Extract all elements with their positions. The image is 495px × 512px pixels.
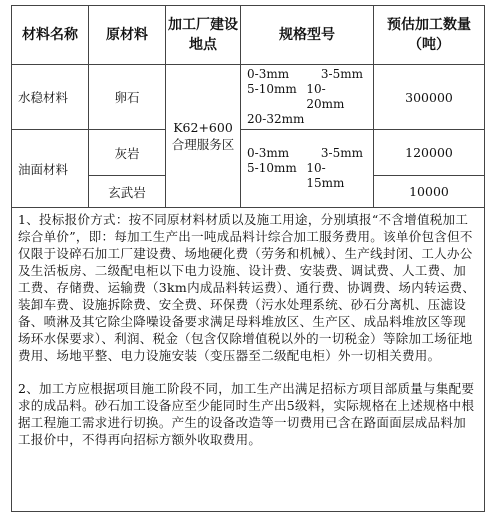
qty-cell: 300000 [374, 65, 485, 130]
qty-cell: 10000 [374, 176, 485, 208]
header-material-name: 材料名称 [12, 6, 89, 65]
notes-row [12, 208, 485, 512]
material-name-cell: 水稳材料 [12, 65, 89, 130]
notes-cell [12, 208, 485, 512]
header-plant-site: 加工厂建设地点 [166, 6, 241, 65]
spec-value: 3-5mm [320, 67, 363, 81]
table-row [12, 65, 485, 130]
spec-value: 5-10mm [247, 82, 297, 96]
qty-cell: 120000 [374, 130, 485, 176]
spec-value: 3-5mm [320, 146, 363, 160]
raw-material-cell: 玄武岩 [89, 176, 166, 208]
header-raw-material: 原材料 [89, 6, 166, 65]
spec-cell [241, 65, 374, 130]
note-paragraph-1: 1、投标报价方式：按不同原材料材质以及施工用途，分别填报“不含增值税加工综合单价”，即：每加工生产出一吨成品料计综合加工服务费用。该单价包含但不仅限于设碎石加工厂建设费、场地硬化费（劳务和机械）、生产线封闭、工人办公及生活板房、二级配电柜以下电力设施、设计费、安装费、调试费、人工费、加工费、存储费、运输费（3km内成品料转运费）、通行费、协调费、场内转运费、装卸车费、设施拆除费、安全费、环保费（污水处理系统、砂石分离机、压滤设备、喷淋及其它除尘降噪设备要求满足母料堆放区、生产区、成品料堆放区等现场环水保要求）、利润、税金（包含仅除增值税以外的一切税金）等除加工场征地费用、场地平整、电力设施安装（变压器至二级配电柜）外一切相关费用。 [18, 212, 476, 363]
plant-site-cell: K62+600合理服务区 [166, 65, 241, 208]
spec-value: 5-10mm [247, 161, 297, 175]
spec-value: 0-3mm [247, 67, 290, 81]
header-row [12, 6, 485, 65]
spec-value: 10-20mm [306, 82, 345, 111]
spec-cell [241, 130, 374, 208]
spec-value: 20-32mm [247, 112, 305, 126]
raw-material-cell: 卵石 [89, 65, 166, 130]
material-name-cell: 油面材料 [12, 130, 89, 208]
note-paragraph-2: 2、加工方应根据项目施工阶段不同，加工生产出满足招标方项目部质量与集配要求的成品料。砂石加工设备应至少能同时生产出5级料，实际规格在上述规格中根据工程施工需求进行切换。产生的设备改造等一切费用已含在路面面层成品料加工报价中，不得再向招标方额外收取费用。 [18, 381, 475, 447]
spec-value: 0-3mm [247, 146, 290, 160]
quotation-table [11, 5, 485, 512]
header-spec: 规格型号 [241, 6, 374, 65]
raw-material-cell: 灰岩 [89, 130, 166, 176]
spec-value: 10-15mm [306, 161, 345, 190]
table-row [12, 130, 485, 176]
header-estimated-qty: 预估加工数量（吨） [374, 6, 485, 65]
